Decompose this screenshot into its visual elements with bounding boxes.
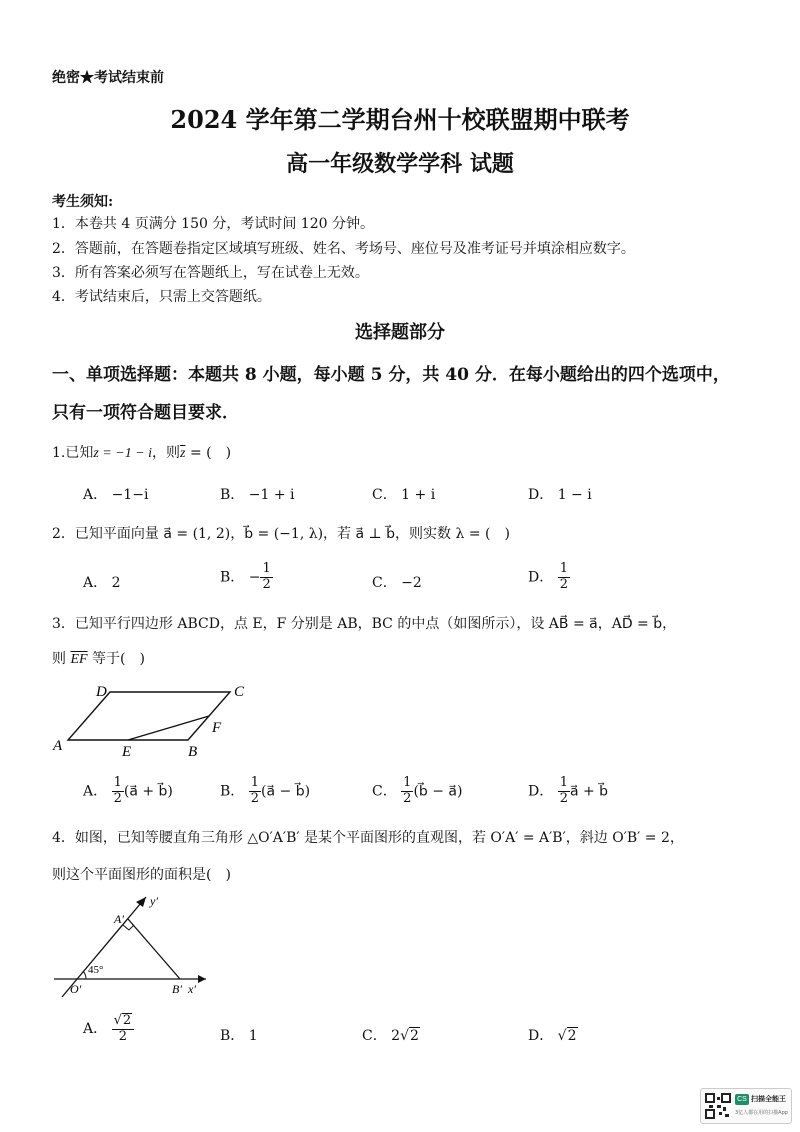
q1-option-a bbox=[83, 484, 148, 504]
label-d: D bbox=[96, 684, 107, 700]
option-text: 1 + i bbox=[401, 487, 436, 503]
denominator: 2 bbox=[403, 790, 412, 806]
q1-conjugate: $\overline{z}$ bbox=[180, 446, 186, 461]
option-letter: D． bbox=[528, 783, 554, 800]
label-f: F bbox=[212, 720, 222, 736]
option-letter: B． bbox=[220, 783, 245, 800]
option-letter: C． bbox=[372, 783, 397, 800]
denominator: 2 bbox=[250, 790, 260, 806]
q4-option-a bbox=[83, 1013, 134, 1045]
q1-option-c bbox=[372, 484, 435, 504]
option-text: 2 bbox=[111, 575, 121, 591]
segment-ab bbox=[128, 919, 180, 979]
option-letter: B． bbox=[220, 487, 245, 503]
question-3-line-1: 3．已知平行四边形 ABCD，点 E，F 分别是 AB，BC 的中点（如图所示），设 AB⃗ = a⃗，AD⃗ = b⃗， bbox=[52, 616, 677, 632]
notice-item-1: 1．本卷共 4 页满分 150 分，考试时间 120 分钟。 bbox=[52, 216, 374, 232]
option-text: (b⃗ − a⃗) bbox=[413, 783, 463, 800]
qr-code-icon bbox=[705, 1093, 731, 1119]
denominator: 2 bbox=[559, 576, 568, 592]
option-text: −1−i bbox=[111, 487, 149, 503]
q4-option-b bbox=[220, 1025, 258, 1045]
option-text: (a⃗ + b⃗) bbox=[123, 783, 173, 800]
numerator: √2 bbox=[112, 1013, 135, 1030]
numerator: 1 bbox=[559, 775, 568, 790]
option-letter: A． bbox=[83, 487, 108, 503]
coefficient: 2 bbox=[391, 1028, 401, 1044]
instructions-line-1: 一、单项选择题：本题共 8 小题，每小题 5 分，共 40 分．在每小题给出的四个选项中， bbox=[52, 365, 730, 385]
numerator: 1 bbox=[250, 775, 260, 790]
notice-heading: 考生须知: bbox=[52, 194, 114, 210]
label-a: A bbox=[53, 738, 63, 754]
q3-prefix: 则 bbox=[52, 651, 71, 667]
x-axis-arrow bbox=[198, 975, 206, 983]
label-b: B bbox=[188, 744, 198, 760]
label-e: E bbox=[122, 744, 132, 760]
q4-option-d: D． √2 bbox=[528, 1028, 577, 1044]
q2-option-c bbox=[372, 572, 422, 592]
question-4-line-1: 4．如图，已知等腰直角三角形 △O′A′B′ 是某个平面图形的直观图，若 O′A′ = A′B′，斜边 O′B′ = 2， bbox=[52, 830, 684, 846]
option-letter: B． bbox=[220, 569, 245, 586]
radicand: 2 bbox=[122, 1013, 132, 1028]
fraction bbox=[558, 562, 570, 593]
option-letter: A． bbox=[83, 575, 108, 591]
numerator: 1 bbox=[559, 561, 568, 576]
q4-option-c: C． 2√2 bbox=[362, 1028, 419, 1044]
angle-arc bbox=[83, 971, 86, 979]
denominator: 2 bbox=[262, 576, 271, 592]
q2-option-b bbox=[220, 562, 273, 593]
cs-badge: CS bbox=[735, 1094, 749, 1105]
label-o-prime: O′ bbox=[70, 982, 82, 996]
option-text: −1 + i bbox=[248, 487, 295, 503]
question-2: 2．已知平面向量 a⃗ = (1, 2)，b⃗ = (−1, λ)，若 a⃗ ⊥ b⃗，则实数 λ = ( ) bbox=[52, 526, 510, 542]
q1-expr: z = −1 − i bbox=[93, 446, 153, 461]
denominator: 2 bbox=[113, 790, 122, 806]
numerator: 1 bbox=[262, 561, 271, 576]
radicand: 2 bbox=[567, 1028, 577, 1044]
question-1 bbox=[52, 442, 231, 462]
q3-option-d bbox=[528, 776, 608, 807]
option-letter: C． bbox=[372, 487, 397, 503]
q3-suffix: 等于( ) bbox=[87, 651, 145, 667]
option-letter: D． bbox=[528, 487, 554, 503]
scanner-tagline: 3亿人都在用的扫描App bbox=[735, 1110, 788, 1116]
intuitive-figure bbox=[48, 893, 218, 1003]
option-letter: D． bbox=[528, 569, 554, 586]
option-letter: C． bbox=[362, 1028, 387, 1044]
notice-item-2: 2．答题前，在答题卷指定区域填写班级、姓名、考场号、座位号及准考证号并填涂相应数字。 bbox=[52, 241, 635, 257]
q2-option-d bbox=[528, 562, 570, 593]
question-3-line-2 bbox=[52, 648, 145, 668]
q3-option-b bbox=[220, 776, 310, 807]
denominator: 2 bbox=[559, 790, 568, 806]
option-text: −2 bbox=[401, 575, 422, 591]
segment-ef bbox=[128, 716, 209, 740]
q3-option-c bbox=[372, 776, 462, 807]
q3-vector-ef: $\overline{EF}$ bbox=[70, 652, 88, 667]
scanner-name: 扫描全能王 bbox=[751, 1095, 786, 1103]
q1-option-d bbox=[528, 484, 592, 504]
q3-option-a bbox=[83, 776, 173, 807]
denominator: 2 bbox=[118, 1028, 127, 1044]
notice-item-3: 3．所有答案必须写在答题纸上，写在试卷上无效。 bbox=[52, 265, 369, 281]
fraction bbox=[401, 776, 413, 807]
fraction bbox=[249, 776, 261, 807]
q2-option-a bbox=[83, 572, 121, 592]
minus-sign: − bbox=[248, 569, 261, 586]
option-text: a⃗ + b⃗ bbox=[569, 783, 609, 800]
exam-title: 2024 学年第二学期台州十校联盟期中联考 bbox=[170, 105, 630, 134]
fraction bbox=[112, 1013, 135, 1045]
y-axis-arrow bbox=[136, 897, 146, 907]
instructions-line-2: 只有一项符合题目要求． bbox=[52, 403, 239, 423]
fraction bbox=[112, 776, 124, 807]
parallelogram-outline bbox=[68, 692, 230, 740]
option-text: 1 − i bbox=[557, 487, 592, 503]
q1-prefix: 1.已知 bbox=[52, 445, 94, 461]
label-a-prime: A′ bbox=[114, 912, 124, 926]
radicand: 2 bbox=[410, 1028, 419, 1044]
q1-mid: ，则 bbox=[152, 445, 181, 461]
label-b-prime: B′ bbox=[172, 982, 182, 996]
fraction bbox=[260, 562, 272, 593]
parallelogram-figure bbox=[48, 680, 268, 760]
q1-option-b bbox=[220, 484, 295, 504]
option-letter: A． bbox=[83, 1020, 108, 1037]
numerator: 1 bbox=[113, 775, 122, 790]
question-4-line-2: 则这个平面图形的面积是( ) bbox=[52, 867, 231, 883]
label-x: x′ bbox=[188, 982, 196, 996]
option-letter: B． bbox=[220, 1028, 245, 1044]
fraction bbox=[558, 776, 570, 807]
option-letter: A． bbox=[83, 783, 108, 800]
numerator: 1 bbox=[403, 775, 412, 790]
scanner-watermark bbox=[700, 1088, 792, 1124]
exam-subtitle: 高一年级数学学科 试题 bbox=[286, 151, 514, 177]
option-letter: D． bbox=[528, 1028, 554, 1044]
label-y: y′ bbox=[150, 894, 158, 908]
option-letter: C． bbox=[372, 575, 397, 591]
label-45-degrees: 45° bbox=[88, 964, 104, 976]
label-c: C bbox=[234, 684, 245, 700]
q1-suffix: = ( ) bbox=[185, 445, 232, 461]
option-text: 1 bbox=[248, 1028, 258, 1044]
section-title: 选择题部分 bbox=[355, 322, 445, 343]
right-angle-mark bbox=[123, 925, 134, 930]
option-text: (a⃗ − b⃗) bbox=[261, 783, 311, 800]
confidential-label: 绝密★考试结束前 bbox=[52, 70, 164, 86]
notice-item-4: 4．考试结束后，只需上交答题纸。 bbox=[52, 289, 271, 305]
